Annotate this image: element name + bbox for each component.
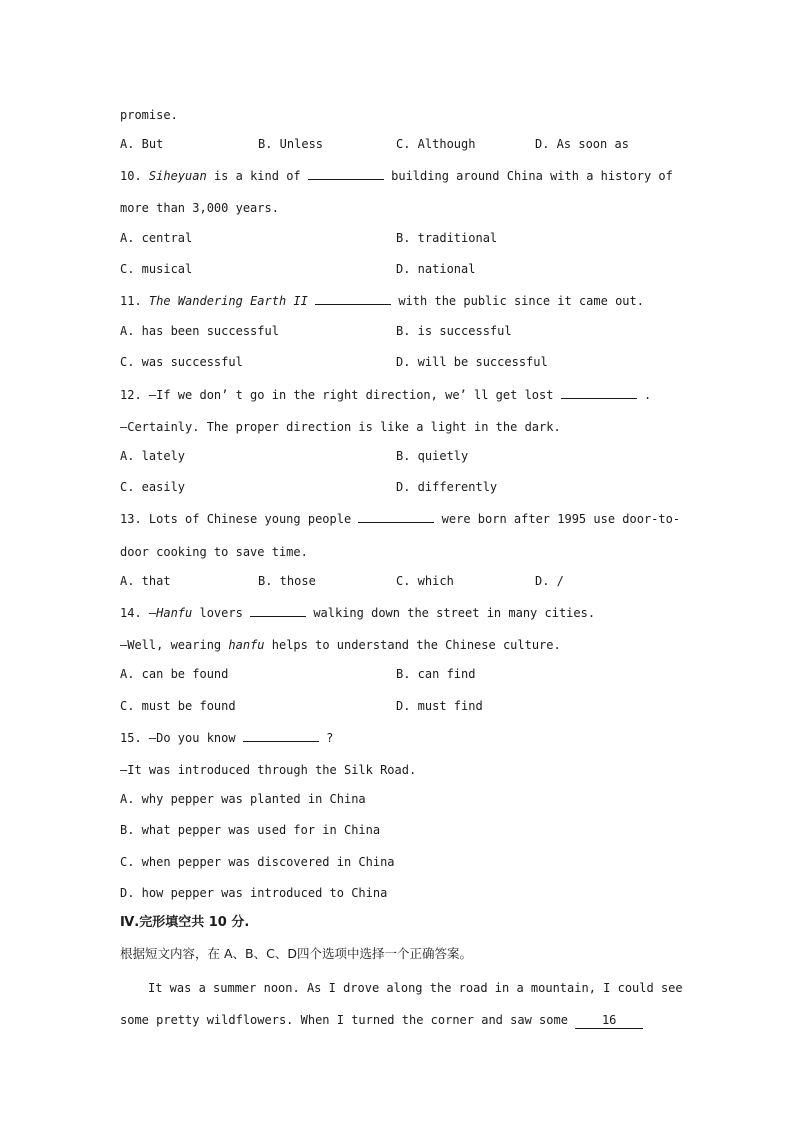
q12-option-a[interactable]: A. lately xyxy=(120,449,186,463)
q10-blank[interactable] xyxy=(308,167,384,180)
q13-stem-continued: door cooking to save time. xyxy=(120,545,308,559)
q12-blank[interactable] xyxy=(561,386,637,399)
q15-option-a[interactable]: A. why pepper was planted in China xyxy=(120,792,366,806)
q15-reply: —It was introduced through the Silk Road. xyxy=(120,763,417,777)
q10-stem-continued: more than 3,000 years. xyxy=(120,201,279,215)
previous-question-tail: promise. xyxy=(120,108,178,122)
q9-option-b[interactable]: B. Unless xyxy=(258,137,324,151)
q13-option-a[interactable]: A. that xyxy=(120,574,171,588)
q15-blank[interactable] xyxy=(243,729,319,742)
q9-option-c[interactable]: C. Although xyxy=(396,137,476,151)
q15-option-d[interactable]: D. how pepper was introduced to China xyxy=(120,886,388,900)
section-instructions: 根据短文内容，在 A、B、C、D四个选项中选择一个正确答案。 xyxy=(120,946,472,961)
q15-option-c[interactable]: C. when pepper was discovered in China xyxy=(120,855,395,869)
q14-option-a[interactable]: A. can be found xyxy=(120,667,229,681)
q13-blank[interactable] xyxy=(358,510,434,523)
q13-option-b[interactable]: B. those xyxy=(258,574,316,588)
q9-options xyxy=(120,136,680,152)
q14-option-c[interactable]: C. must be found xyxy=(120,699,236,713)
q11-blank[interactable] xyxy=(315,292,391,305)
q10-option-a[interactable]: A. central xyxy=(120,231,193,245)
q9-option-a[interactable]: A. But xyxy=(120,137,164,151)
q12-option-d[interactable]: D. differently xyxy=(396,480,498,494)
q14-option-b[interactable]: B. can find xyxy=(396,667,476,681)
passage-line-1: It was a summer noon. As I drove along the road in a mountain, I could see xyxy=(148,981,683,995)
q15-stem: 15. —Do you know ? xyxy=(120,731,334,745)
q10-option-c[interactable]: C. musical xyxy=(120,262,193,276)
q14-option-d[interactable]: D. must find xyxy=(396,699,483,713)
q10-option-b[interactable]: B. traditional xyxy=(396,231,498,245)
q11-stem: 11. The Wandering Earth II with the public since it came out. xyxy=(120,294,644,308)
q13-option-c[interactable]: C. which xyxy=(396,574,454,588)
q10-option-d[interactable]: D. national xyxy=(396,262,476,276)
q15-option-b[interactable]: B. what pepper was used for in China xyxy=(120,823,381,837)
q11-option-c[interactable]: C. was successful xyxy=(120,355,243,369)
q12-option-c[interactable]: C. easily xyxy=(120,480,186,494)
q12-option-b[interactable]: B. quietly xyxy=(396,449,469,463)
q13-options xyxy=(120,573,680,589)
q13-option-d[interactable]: D. / xyxy=(535,574,564,588)
q9-option-d[interactable]: D. As soon as xyxy=(535,137,629,151)
q11-option-a[interactable]: A. has been successful xyxy=(120,324,279,338)
q11-option-b[interactable]: B. is successful xyxy=(396,324,512,338)
q12-stem: 12. —If we don’ t go in the right direction, we’ ll get lost . xyxy=(120,388,652,402)
q14-blank[interactable] xyxy=(250,604,306,617)
q10-stem: 10. Siheyuan is a kind of building around China with a history of xyxy=(120,169,673,183)
q13-stem: 13. Lots of Chinese young people were born after 1995 use door-to- xyxy=(120,512,681,526)
section-heading: Ⅳ.完形填空共 10 分. xyxy=(120,915,250,930)
q14-reply: —Well, wearing hanfu helps to understand the Chinese culture. xyxy=(120,638,561,652)
q11-option-d[interactable]: D. will be successful xyxy=(396,355,548,369)
q14-stem: 14. —Hanfu lovers walking down the street in many cities. xyxy=(120,606,596,620)
passage-line-2: some pretty wildflowers. When I turned the corner and saw some 16 xyxy=(120,1012,643,1029)
q12-reply: —Certainly. The proper direction is like a light in the dark. xyxy=(120,420,561,434)
cloze-blank-16[interactable]: 16 xyxy=(575,1012,643,1029)
